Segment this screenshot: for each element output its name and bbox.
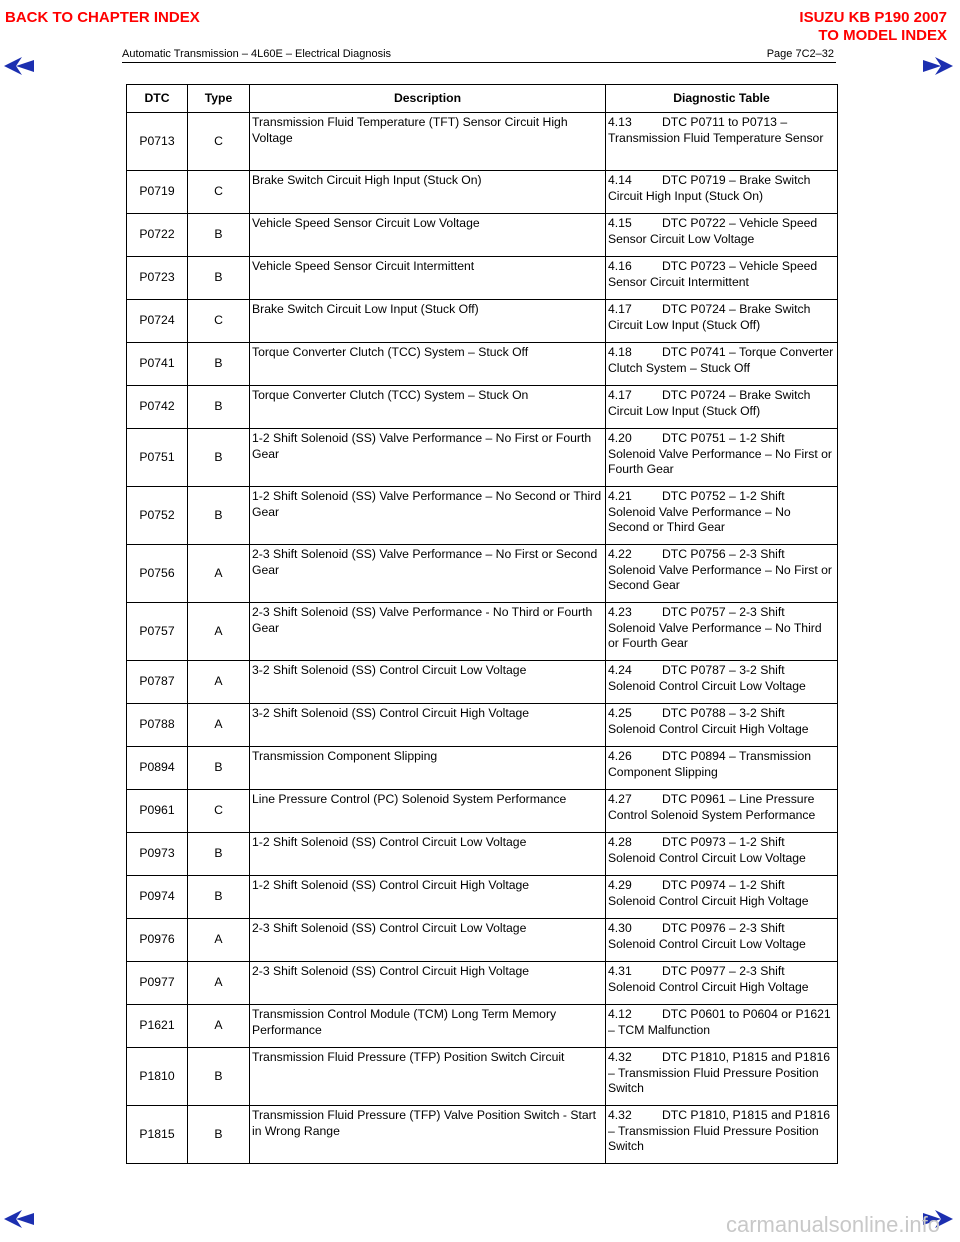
dtc-code-cell: P0742 xyxy=(127,386,188,429)
dtc-description-cell: 2-3 Shift Solenoid (SS) Valve Performance - No Third or Fourth Gear xyxy=(250,603,606,661)
dtc-description-cell: Line Pressure Control (PC) Solenoid System Performance xyxy=(250,790,606,833)
table-header-row xyxy=(127,85,838,113)
diagnostic-section-number: 4.18 xyxy=(608,345,632,359)
diagnostic-section-number: 4.24 xyxy=(608,663,632,677)
dtc-table xyxy=(126,84,838,1164)
diagnostic-table-cell xyxy=(606,257,838,300)
diagnostic-table-link[interactable]: DTC P0724 – Brake Switch Circuit Low Input (Stuck Off) xyxy=(608,388,811,418)
diagnostic-table-link[interactable]: DTC P0757 – 2-3 Shift Solenoid Valve Performance – No Third or Fourth Gear xyxy=(608,605,822,650)
dtc-code-cell: P0751 xyxy=(127,429,188,487)
diagnostic-section-number: 4.17 xyxy=(608,302,632,316)
diagnostic-section-number: 4.31 xyxy=(608,964,632,978)
dtc-code-cell: P0973 xyxy=(127,833,188,876)
diagnostic-table-cell xyxy=(606,1005,838,1048)
dtc-code-cell: P0974 xyxy=(127,876,188,919)
diagnostic-section-number: 4.25 xyxy=(608,706,632,720)
diagnostic-table-cell xyxy=(606,1048,838,1106)
diagnostic-table-cell xyxy=(606,603,838,661)
table-row xyxy=(127,386,838,429)
table-row xyxy=(127,214,838,257)
diagnostic-table-cell xyxy=(606,1106,838,1164)
table-row xyxy=(127,257,838,300)
dtc-type-cell: B xyxy=(188,429,250,487)
diagnostic-section-number: 4.12 xyxy=(608,1007,632,1021)
dtc-description-cell: Transmission Fluid Temperature (TFT) Sensor Circuit High Voltage xyxy=(250,113,606,171)
diagnostic-table-link[interactable]: DTC P0894 – Transmission Component Slipping xyxy=(608,749,812,779)
table-row xyxy=(127,1106,838,1164)
dtc-code-cell: P0756 xyxy=(127,545,188,603)
diagnostic-table-cell xyxy=(606,214,838,257)
table-row xyxy=(127,747,838,790)
dtc-description-cell: Transmission Control Module (TCM) Long Term Memory Performance xyxy=(250,1005,606,1048)
dtc-description-cell: Brake Switch Circuit High Input (Stuck On) xyxy=(250,171,606,214)
dtc-code-cell: P0719 xyxy=(127,171,188,214)
diagnostic-section-number: 4.16 xyxy=(608,259,632,273)
diagnostic-table-cell xyxy=(606,171,838,214)
diagnostic-table-link[interactable]: DTC P0976 – 2-3 Shift Solenoid Control Circuit Low Voltage xyxy=(608,921,806,951)
diagnostic-table-link[interactable]: DTC P0711 to P0713 – Transmission Fluid Temperature Sensor xyxy=(608,115,824,145)
dtc-type-cell: B xyxy=(188,747,250,790)
diagnostic-table-link[interactable]: DTC P0974 – 1-2 Shift Solenoid Control Circuit High Voltage xyxy=(608,878,809,908)
dtc-type-cell: B xyxy=(188,876,250,919)
table-row xyxy=(127,704,838,747)
dtc-code-cell: P1810 xyxy=(127,1048,188,1106)
dtc-description-cell: Transmission Fluid Pressure (TFP) Position Switch Circuit xyxy=(250,1048,606,1106)
dtc-code-cell: P1621 xyxy=(127,1005,188,1048)
diagnostic-table-link[interactable]: DTC P0756 – 2-3 Shift Solenoid Valve Performance – No First or Second Gear xyxy=(608,547,832,592)
dtc-type-cell: A xyxy=(188,661,250,704)
diagnostic-table-link[interactable]: DTC P1810, P1815 and P1816 – Transmission Fluid Pressure Position Switch xyxy=(608,1108,831,1153)
table-row xyxy=(127,429,838,487)
dtc-description-cell: 1-2 Shift Solenoid (SS) Control Circuit Low Voltage xyxy=(250,833,606,876)
table-row xyxy=(127,545,838,603)
diagnostic-section-number: 4.17 xyxy=(608,388,632,402)
dtc-type-cell: B xyxy=(188,833,250,876)
table-row xyxy=(127,487,838,545)
dtc-code-cell: P0757 xyxy=(127,603,188,661)
dtc-type-cell: B xyxy=(188,257,250,300)
dtc-description-cell: Torque Converter Clutch (TCC) System – Stuck On xyxy=(250,386,606,429)
diagnostic-section-number: 4.23 xyxy=(608,605,632,619)
dtc-type-cell: A xyxy=(188,919,250,962)
dtc-type-cell: B xyxy=(188,343,250,386)
dtc-code-cell: P0741 xyxy=(127,343,188,386)
dtc-type-cell: A xyxy=(188,1005,250,1048)
diagnostic-section-number: 4.32 xyxy=(608,1050,632,1064)
diagnostic-table-link[interactable]: DTC P1810, P1815 and P1816 – Transmission Fluid Pressure Position Switch xyxy=(608,1050,831,1095)
dtc-description-cell: Torque Converter Clutch (TCC) System – Stuck Off xyxy=(250,343,606,386)
dtc-type-cell: B xyxy=(188,1106,250,1164)
dtc-type-cell: B xyxy=(188,1048,250,1106)
diagnostic-table-cell xyxy=(606,747,838,790)
page-header-title: Automatic Transmission – 4L60E – Electrical Diagnosis xyxy=(122,48,392,60)
model-title: ISUZU KB P190 2007 xyxy=(799,9,947,26)
diagnostic-table-cell xyxy=(606,704,838,747)
table-row xyxy=(127,300,838,343)
table-row xyxy=(127,343,838,386)
diagnostic-section-number: 4.28 xyxy=(608,835,632,849)
diagnostic-table-cell xyxy=(606,487,838,545)
dtc-code-cell: P0976 xyxy=(127,919,188,962)
dtc-code-cell: P0724 xyxy=(127,300,188,343)
diagnostic-table-link[interactable]: DTC P0723 – Vehicle Speed Sensor Circuit Intermittent xyxy=(608,259,818,289)
dtc-type-cell: B xyxy=(188,386,250,429)
dtc-type-cell: C xyxy=(188,113,250,171)
dtc-description-cell: Brake Switch Circuit Low Input (Stuck Off) xyxy=(250,300,606,343)
dtc-code-cell: P0723 xyxy=(127,257,188,300)
diagnostic-table-cell xyxy=(606,343,838,386)
next-page-arrow-icon[interactable] xyxy=(923,56,953,76)
dtc-description-cell: 3-2 Shift Solenoid (SS) Control Circuit High Voltage xyxy=(250,704,606,747)
back-to-chapter-index-link[interactable]: BACK TO CHAPTER INDEX xyxy=(5,9,200,26)
diagnostic-table-link[interactable]: DTC P0751 – 1-2 Shift Solenoid Valve Performance – No First or Fourth Gear xyxy=(608,431,832,476)
diagnostic-table-link[interactable]: DTC P0724 – Brake Switch Circuit Low Input (Stuck Off) xyxy=(608,302,811,332)
table-row xyxy=(127,661,838,704)
diagnostic-table-link[interactable]: DTC P0977 – 2-3 Shift Solenoid Control Circuit High Voltage xyxy=(608,964,809,994)
diagnostic-section-number: 4.26 xyxy=(608,749,632,763)
dtc-code-cell: P0752 xyxy=(127,487,188,545)
dtc-code-cell: P0977 xyxy=(127,962,188,1005)
diagnostic-table-link[interactable]: DTC P0788 – 3-2 Shift Solenoid Control Circuit High Voltage xyxy=(608,706,809,736)
diagnostic-table-cell xyxy=(606,790,838,833)
dtc-code-cell: P0788 xyxy=(127,704,188,747)
dtc-code-cell: P0713 xyxy=(127,113,188,171)
to-model-index-link[interactable]: TO MODEL INDEX xyxy=(818,27,947,44)
diagnostic-table-link[interactable]: DTC P0752 – 1-2 Shift Solenoid Valve Performance – No Second or Third Gear xyxy=(608,489,791,534)
dtc-description-cell: 3-2 Shift Solenoid (SS) Control Circuit Low Voltage xyxy=(250,661,606,704)
diagnostic-table-cell xyxy=(606,429,838,487)
column-header-diagnostic-table: Diagnostic Table xyxy=(606,85,838,113)
column-header-dtc: DTC xyxy=(127,85,188,113)
dtc-description-cell: Transmission Fluid Pressure (TFP) Valve Position Switch - Start in Wrong Range xyxy=(250,1106,606,1164)
diagnostic-table-link[interactable]: DTC P0601 to P0604 or P1621 – TCM Malfunction xyxy=(608,1007,831,1037)
diagnostic-table-cell xyxy=(606,545,838,603)
dtc-type-cell: A xyxy=(188,962,250,1005)
dtc-type-cell: A xyxy=(188,545,250,603)
dtc-type-cell: C xyxy=(188,171,250,214)
dtc-table-body xyxy=(127,113,838,1164)
diagnostic-section-number: 4.30 xyxy=(608,921,632,935)
previous-page-arrow-icon[interactable] xyxy=(4,1209,34,1229)
dtc-type-cell: A xyxy=(188,603,250,661)
dtc-code-cell: P0894 xyxy=(127,747,188,790)
diagnostic-table-cell xyxy=(606,661,838,704)
diagnostic-table-link[interactable]: DTC P0741 – Torque Converter Clutch System – Stuck Off xyxy=(608,345,834,375)
diagnostic-table-link[interactable]: DTC P0719 – Brake Switch Circuit High Input (Stuck On) xyxy=(608,173,811,203)
dtc-description-cell: Vehicle Speed Sensor Circuit Low Voltage xyxy=(250,214,606,257)
dtc-description-cell: Vehicle Speed Sensor Circuit Intermittent xyxy=(250,257,606,300)
table-row xyxy=(127,171,838,214)
table-row xyxy=(127,1005,838,1048)
diagnostic-section-number: 4.29 xyxy=(608,878,632,892)
diagnostic-table-link[interactable]: DTC P0787 – 3-2 Shift Solenoid Control Circuit Low Voltage xyxy=(608,663,806,693)
table-row xyxy=(127,833,838,876)
table-row xyxy=(127,790,838,833)
previous-page-arrow-icon[interactable] xyxy=(4,56,34,76)
dtc-code-cell: P0722 xyxy=(127,214,188,257)
column-header-type: Type xyxy=(188,85,250,113)
dtc-code-cell: P1815 xyxy=(127,1106,188,1164)
dtc-description-cell: 1-2 Shift Solenoid (SS) Control Circuit High Voltage xyxy=(250,876,606,919)
table-row xyxy=(127,876,838,919)
dtc-type-cell: A xyxy=(188,704,250,747)
dtc-description-cell: 2-3 Shift Solenoid (SS) Valve Performance – No First or Second Gear xyxy=(250,545,606,603)
diagnostic-table-cell xyxy=(606,833,838,876)
diagnostic-table-cell xyxy=(606,876,838,919)
diagnostic-section-number: 4.21 xyxy=(608,489,632,503)
dtc-type-cell: C xyxy=(188,300,250,343)
dtc-description-cell: 2-3 Shift Solenoid (SS) Control Circuit High Voltage xyxy=(250,962,606,1005)
diagnostic-section-number: 4.20 xyxy=(608,431,632,445)
diagnostic-section-number: 4.22 xyxy=(608,547,632,561)
dtc-description-cell: 1-2 Shift Solenoid (SS) Valve Performance – No Second or Third Gear xyxy=(250,487,606,545)
diagnostic-table-cell xyxy=(606,962,838,1005)
diagnostic-table-cell xyxy=(606,919,838,962)
diagnostic-section-number: 4.13 xyxy=(608,115,632,129)
table-row xyxy=(127,603,838,661)
diagnostic-table-cell xyxy=(606,300,838,343)
column-header-description: Description xyxy=(250,85,606,113)
diagnostic-table-cell xyxy=(606,113,838,171)
table-row xyxy=(127,113,838,171)
dtc-type-cell: B xyxy=(188,487,250,545)
dtc-type-cell: B xyxy=(188,214,250,257)
table-row xyxy=(127,1048,838,1106)
diagnostic-table-link[interactable]: DTC P0722 – Vehicle Speed Sensor Circuit Low Voltage xyxy=(608,216,818,246)
model-index-block xyxy=(799,9,947,45)
dtc-code-cell: P0787 xyxy=(127,661,188,704)
diagnostic-section-number: 4.32 xyxy=(608,1108,632,1122)
page-number: Page 7C2–32 xyxy=(766,48,834,60)
diagnostic-table-cell xyxy=(606,386,838,429)
dtc-description-cell: 1-2 Shift Solenoid (SS) Valve Performance – No First or Fourth Gear xyxy=(250,429,606,487)
diagnostic-section-number: 4.27 xyxy=(608,792,632,806)
header-divider xyxy=(122,62,836,63)
dtc-description-cell: Transmission Component Slipping xyxy=(250,747,606,790)
dtc-description-cell: 2-3 Shift Solenoid (SS) Control Circuit Low Voltage xyxy=(250,919,606,962)
table-row xyxy=(127,919,838,962)
diagnostic-section-number: 4.14 xyxy=(608,173,632,187)
dtc-type-cell: C xyxy=(188,790,250,833)
diagnostic-table-link[interactable]: DTC P0973 – 1-2 Shift Solenoid Control Circuit Low Voltage xyxy=(608,835,806,865)
watermark: carmanualsonline.info xyxy=(725,1212,940,1237)
dtc-code-cell: P0961 xyxy=(127,790,188,833)
diagnostic-section-number: 4.15 xyxy=(608,216,632,230)
table-row xyxy=(127,962,838,1005)
diagnostic-table-link[interactable]: DTC P0961 – Line Pressure Control Solenoid System Performance xyxy=(608,792,816,822)
